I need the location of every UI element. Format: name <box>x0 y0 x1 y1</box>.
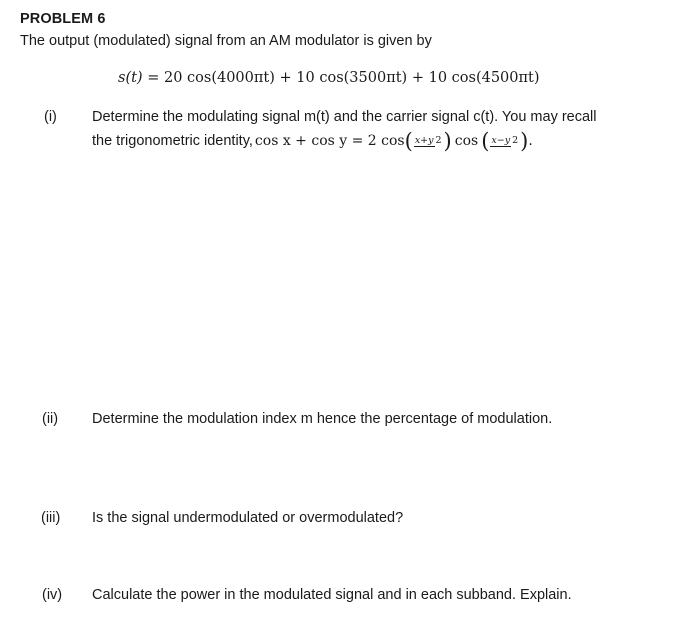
identity-fraction-2-numerator: x−y <box>491 134 511 146</box>
equation-equals: = <box>142 70 164 86</box>
question-3-label: (iii) <box>41 510 61 526</box>
question-3-text: Is the signal undermodulated or overmodulated? <box>92 510 404 526</box>
problem-intro: The output (modulated) signal from an AM modulator is given by <box>20 33 432 49</box>
question-1-text: Determine the modulating signal m(t) and the carrier signal c(t). You may recall <box>92 109 597 125</box>
identity-lhs: cos x + cos y = 2 cos <box>254 133 405 149</box>
identity-paren-open-2: ( <box>481 129 490 153</box>
identity-paren-close-2: ) <box>520 129 529 153</box>
question-4-text: Calculate the power in the modulated signal and in each subband. Explain. <box>92 587 572 603</box>
equation-term-1: 20 cos(4000πt) <box>163 70 275 86</box>
question-4-label: (iv) <box>42 587 63 603</box>
question-2-label: (ii) <box>42 411 59 427</box>
equation-plus-1: + <box>274 70 297 86</box>
identity-paren-open-1: ( <box>404 129 413 153</box>
question-1-line2-prefix: the trigonometric identity, <box>92 133 253 149</box>
question-2-text: Determine the modulation index m hence the percentage of modulation. <box>92 411 553 427</box>
identity-fraction-1-denominator: 2 <box>435 135 442 146</box>
identity-fraction-2 <box>490 136 519 147</box>
equation-term-3: 10 cos(4500πt) <box>428 70 540 86</box>
identity-fraction-1 <box>414 136 443 147</box>
identity-fraction-2-denominator: 2 <box>512 135 519 146</box>
equation-lhs: s(t) <box>118 70 143 86</box>
identity-fraction-1-numerator: x+y <box>414 134 434 146</box>
signal-equation <box>118 70 540 86</box>
identity-mid: cos <box>454 133 479 149</box>
trig-identity-line <box>92 131 533 151</box>
problem-title: PROBLEM 6 <box>20 11 106 27</box>
identity-end: . <box>528 133 533 149</box>
identity-paren-close-1: ) <box>443 129 452 153</box>
equation-term-2: 10 cos(3500πt) <box>296 70 408 86</box>
question-1-label: (i) <box>44 109 57 125</box>
equation-plus-2: + <box>407 70 429 86</box>
